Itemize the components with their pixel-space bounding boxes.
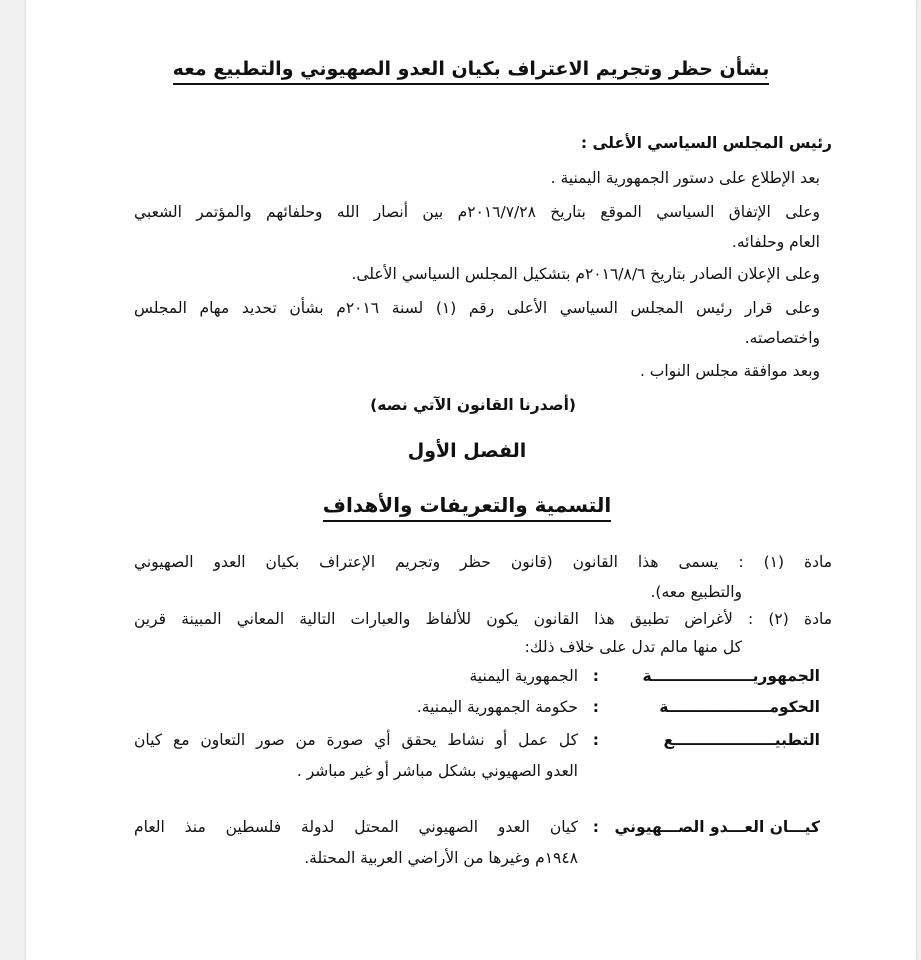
definition-text: كل عمل أو نشاط يحقق أي صورة من صور التعاون مع كيان xyxy=(134,731,578,749)
preamble-line: العام وحلفائه. xyxy=(731,233,820,251)
preamble-line: وعلى قرار رئيس المجلس السياسي الأعلى رقم (١) لسنة ٢٠١٦م بشأن تحديد مهام المجلس xyxy=(134,299,820,317)
chapter-heading: الفصل الأول xyxy=(407,440,527,462)
preamble-line: واختصاصته. xyxy=(744,329,820,347)
article-1-line: مادة (١) : يسمى هذا القانون (قانون حظر وتجريم الإعتراف بكيان العدو الصهيوني xyxy=(134,553,832,571)
law-title: بشأن حظر وتجريم الاعتراف بكيان العدو الصهيوني والتطبيع معه xyxy=(26,58,916,80)
preamble-line: وبعد موافقة مجلس النواب . xyxy=(639,362,820,380)
definition-term: الحكومـــــــــــــــــــة xyxy=(659,698,820,716)
definition-text: الجمهورية اليمنية xyxy=(469,667,578,685)
definition-colon: : xyxy=(592,698,599,716)
definition-term: الجمهوريـــــــــــــــــــة xyxy=(642,667,820,685)
preamble-line: وعلى الإعلان الصادر بتاريخ ٢٠١٦/٨/٦م بتشكيل المجلس السياسي الأعلى. xyxy=(351,265,820,283)
preamble-line: بعد الإطلاع على دستور الجمهورية اليمنية . xyxy=(550,169,820,187)
article-1-line: والتطبيع معه). xyxy=(650,583,742,601)
definition-text: ١٩٤٨م وغيرها من الأراضي العربية المحتلة. xyxy=(304,849,578,867)
article-2-line: مادة (٢) : لأغراض تطبيق هذا القانون يكون للألفاظ والعبارات التالية المعاني المبينة قرين xyxy=(134,610,832,628)
definition-text: حكومة الجمهورية اليمنية. xyxy=(416,698,578,716)
definition-text: العدو الصهيوني بشكل مباشر أو غير مباشر . xyxy=(296,762,578,780)
definition-colon: : xyxy=(592,667,599,685)
definition-term: التطبيـــــــــــــــــــع xyxy=(663,731,820,749)
definition-colon: : xyxy=(592,731,599,749)
document-body xyxy=(26,0,916,960)
preamble-head: رئيس المجلس السياسي الأعلى : xyxy=(580,134,832,152)
document-page xyxy=(26,0,916,960)
decree-line: (أصدرنا القانون الآتي نصه) xyxy=(370,396,576,414)
definition-term: كيـــان العـــدو الصـــهيوني xyxy=(614,818,820,836)
article-2-line: كل منها مالم تدل على خلاف ذلك: xyxy=(524,638,742,656)
preamble-line: وعلى الإتفاق السياسي الموقع بتاريخ ٢٠١٦/٧/٢٨م بين أنصار الله وحلفائهم والمؤتمر الشعبي xyxy=(134,203,820,221)
definition-text: كيان العدو الصهيوني المحتل لدولة فلسطين منذ العام xyxy=(134,818,578,836)
chapter-subtitle: التسمية والتعريفات والأهداف xyxy=(18,493,916,517)
definition-colon: : xyxy=(592,818,599,836)
